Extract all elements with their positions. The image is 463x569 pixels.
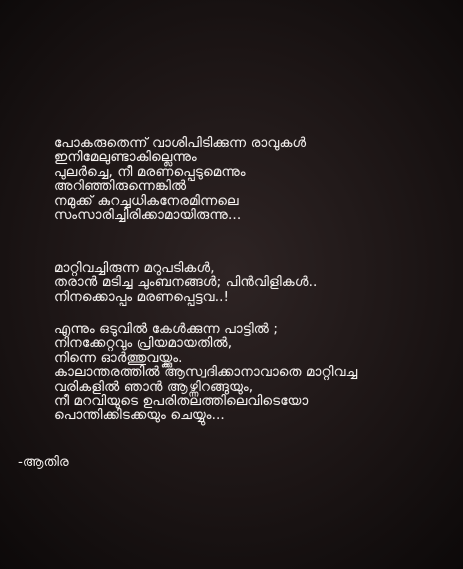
- poem-line: നിനക്കേറ്റവും പ്രിയമായതിൽ,: [54, 335, 233, 352]
- poem-line: വരികളിൽ ഞാൻ ആഴ്ന്നിറങ്ങുയും,: [54, 378, 254, 395]
- poem-line: നീ മറവിയുടെ ഉപരിതലത്തിലെവിടെയോ: [54, 393, 309, 410]
- poem-line: നമുക്ക് കുറച്ചധികനേരമിന്നലെ: [54, 192, 239, 209]
- poem-line: നിന്നെ ഓർത്തുവയ്ക്കും.: [54, 349, 183, 366]
- poem-line: തരാൻ മടിച്ച ചുംബനങ്ങൾ; പിൻവിളികൾ..: [54, 274, 318, 291]
- poem-line: ഇനിമേലുണ്ടാകില്ലെന്നും: [54, 149, 197, 166]
- poem-line: മാറ്റിവച്ചിരുന്ന മറുപടികൾ,: [54, 260, 215, 276]
- stanza-2: [54, 261, 317, 304]
- stanza-1: [54, 136, 306, 222]
- poem-line: പോകരുതെന്ന് വാശിപിടിക്കുന്ന രാവുകൾ: [54, 135, 307, 151]
- poem-line: നിനക്കൊപ്പം മരണപ്പെട്ടവ..!: [54, 288, 230, 305]
- poem-line: കാലാന്തരത്തിൽ ആസ്വദിക്കാനാവാതെ മാറ്റിവച്ച: [54, 364, 358, 381]
- poem-line: സംസാരിച്ചിരിക്കാമായിരുന്നു...: [54, 207, 242, 224]
- poem-line: പൊന്തിക്കിടക്കയും ചെയ്യും...: [54, 407, 225, 424]
- stanza-3: [54, 322, 357, 423]
- poem-line: എന്നും ഒടുവിൽ കേൾക്കുന്ന പാട്ടിൽ ;: [54, 321, 279, 337]
- poem-line: പുലർച്ചെ, നീ മരണപ്പെടുമെന്നും: [54, 163, 246, 180]
- author-signature: -ആതിര: [18, 454, 69, 470]
- poem-line: അറിഞ്ഞിരുന്നെങ്കിൽ: [54, 178, 187, 195]
